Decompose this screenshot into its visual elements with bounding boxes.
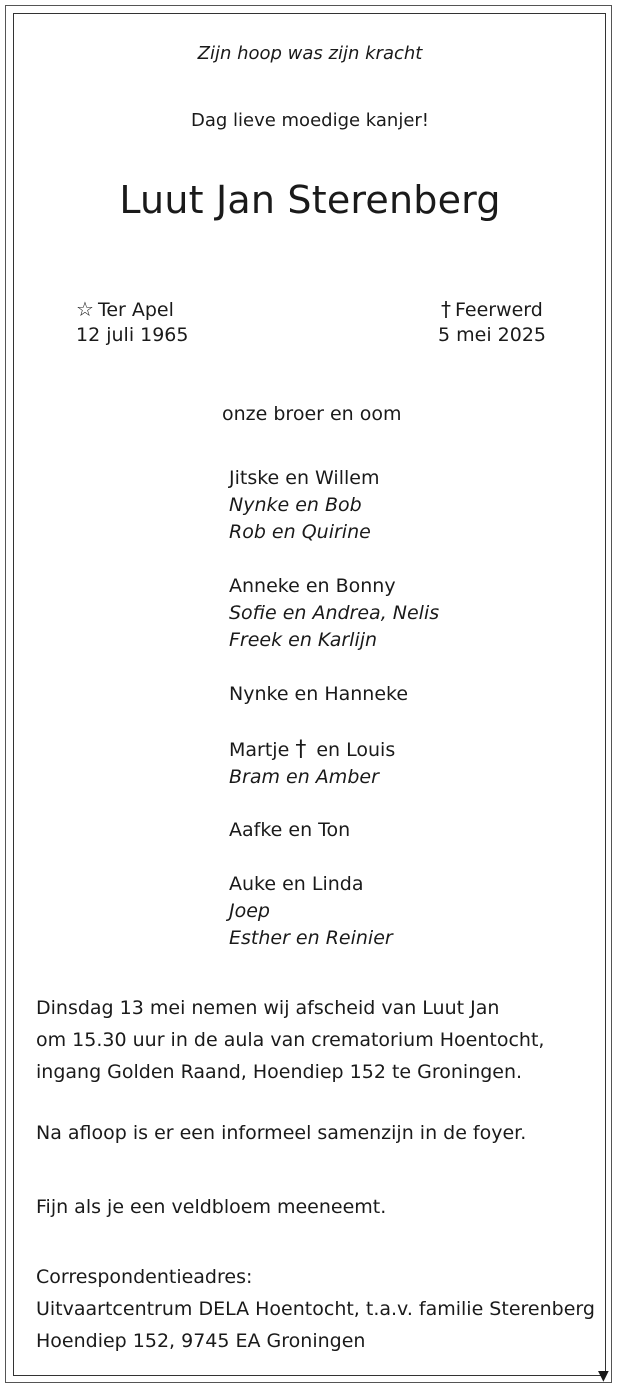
- correspondence-line: Uitvaartcentrum DELA Hoentocht, t.a.v. familie Sterenberg: [36, 1298, 595, 1320]
- death-place-text: Feerwerd: [455, 299, 543, 321]
- family-line: Anneke en Bonny: [229, 575, 396, 597]
- motto: Zijn hoop was zijn kracht: [197, 43, 423, 64]
- family-name: Martje: [229, 739, 290, 761]
- flower-note: Fijn als je een veldbloem meeneemt.: [36, 1196, 387, 1218]
- arrow-down-icon: ▼: [598, 1368, 609, 1384]
- family-line: Sofie en Andrea, Nelis: [229, 602, 440, 624]
- family-line: Rob en Quirine: [229, 521, 371, 543]
- correspondence-line: Correspondentieadres:: [36, 1266, 253, 1288]
- family-line: Nynke en Hanneke: [229, 683, 409, 705]
- family-line: Aafke en Ton: [229, 819, 351, 841]
- birth-date: 12 juli 1965: [76, 324, 189, 346]
- family-line: Freek en Karlijn: [229, 629, 378, 651]
- family-line: Jitske en Willem: [229, 467, 380, 489]
- family-line: Bram en Amber: [229, 766, 379, 788]
- family-line: Nynke en Bob: [229, 494, 362, 516]
- cross-icon: †: [295, 737, 307, 762]
- ceremony-text: [36, 992, 544, 1088]
- family-group-1: [229, 465, 379, 546]
- family-group-6: [229, 871, 393, 952]
- family-name: en Louis: [316, 739, 396, 761]
- correspondence-line: Hoendiep 152, 9745 EA Groningen: [36, 1330, 366, 1352]
- ceremony-line: ingang Golden Raand, Hoendiep 152 te Groningen.: [36, 1061, 523, 1083]
- cross-icon: †: [441, 297, 451, 321]
- family-line: [229, 736, 395, 764]
- farewell-line: Dag lieve moedige kanjer!: [190, 110, 430, 131]
- family-group-5: [229, 817, 350, 844]
- family-line: Esther en Reinier: [229, 927, 393, 949]
- deceased-name: Luut Jan Sterenberg: [119, 178, 501, 222]
- star-icon: ☆: [76, 297, 94, 321]
- ceremony-line: om 15.30 uur in de aula van crematorium Hoentocht,: [36, 1029, 545, 1051]
- birth-place-text: Ter Apel: [97, 299, 174, 321]
- death-place: [441, 297, 543, 321]
- death-date: 5 mei 2025: [438, 324, 546, 346]
- correspondence-address: [36, 1261, 595, 1357]
- family-group-2: [229, 573, 439, 654]
- afterwards-text: Na afloop is er een informeel samenzijn in de foyer.: [36, 1122, 527, 1144]
- family-line: Joep: [229, 900, 270, 922]
- family-group-4: [229, 736, 395, 791]
- relation-line: onze broer en oom: [222, 403, 402, 425]
- birth-place: [76, 297, 174, 321]
- family-line: Auke en Linda: [229, 873, 364, 895]
- family-group-3: [229, 681, 408, 708]
- ceremony-line: Dinsdag 13 mei nemen wij afscheid van Luut Jan: [36, 997, 500, 1019]
